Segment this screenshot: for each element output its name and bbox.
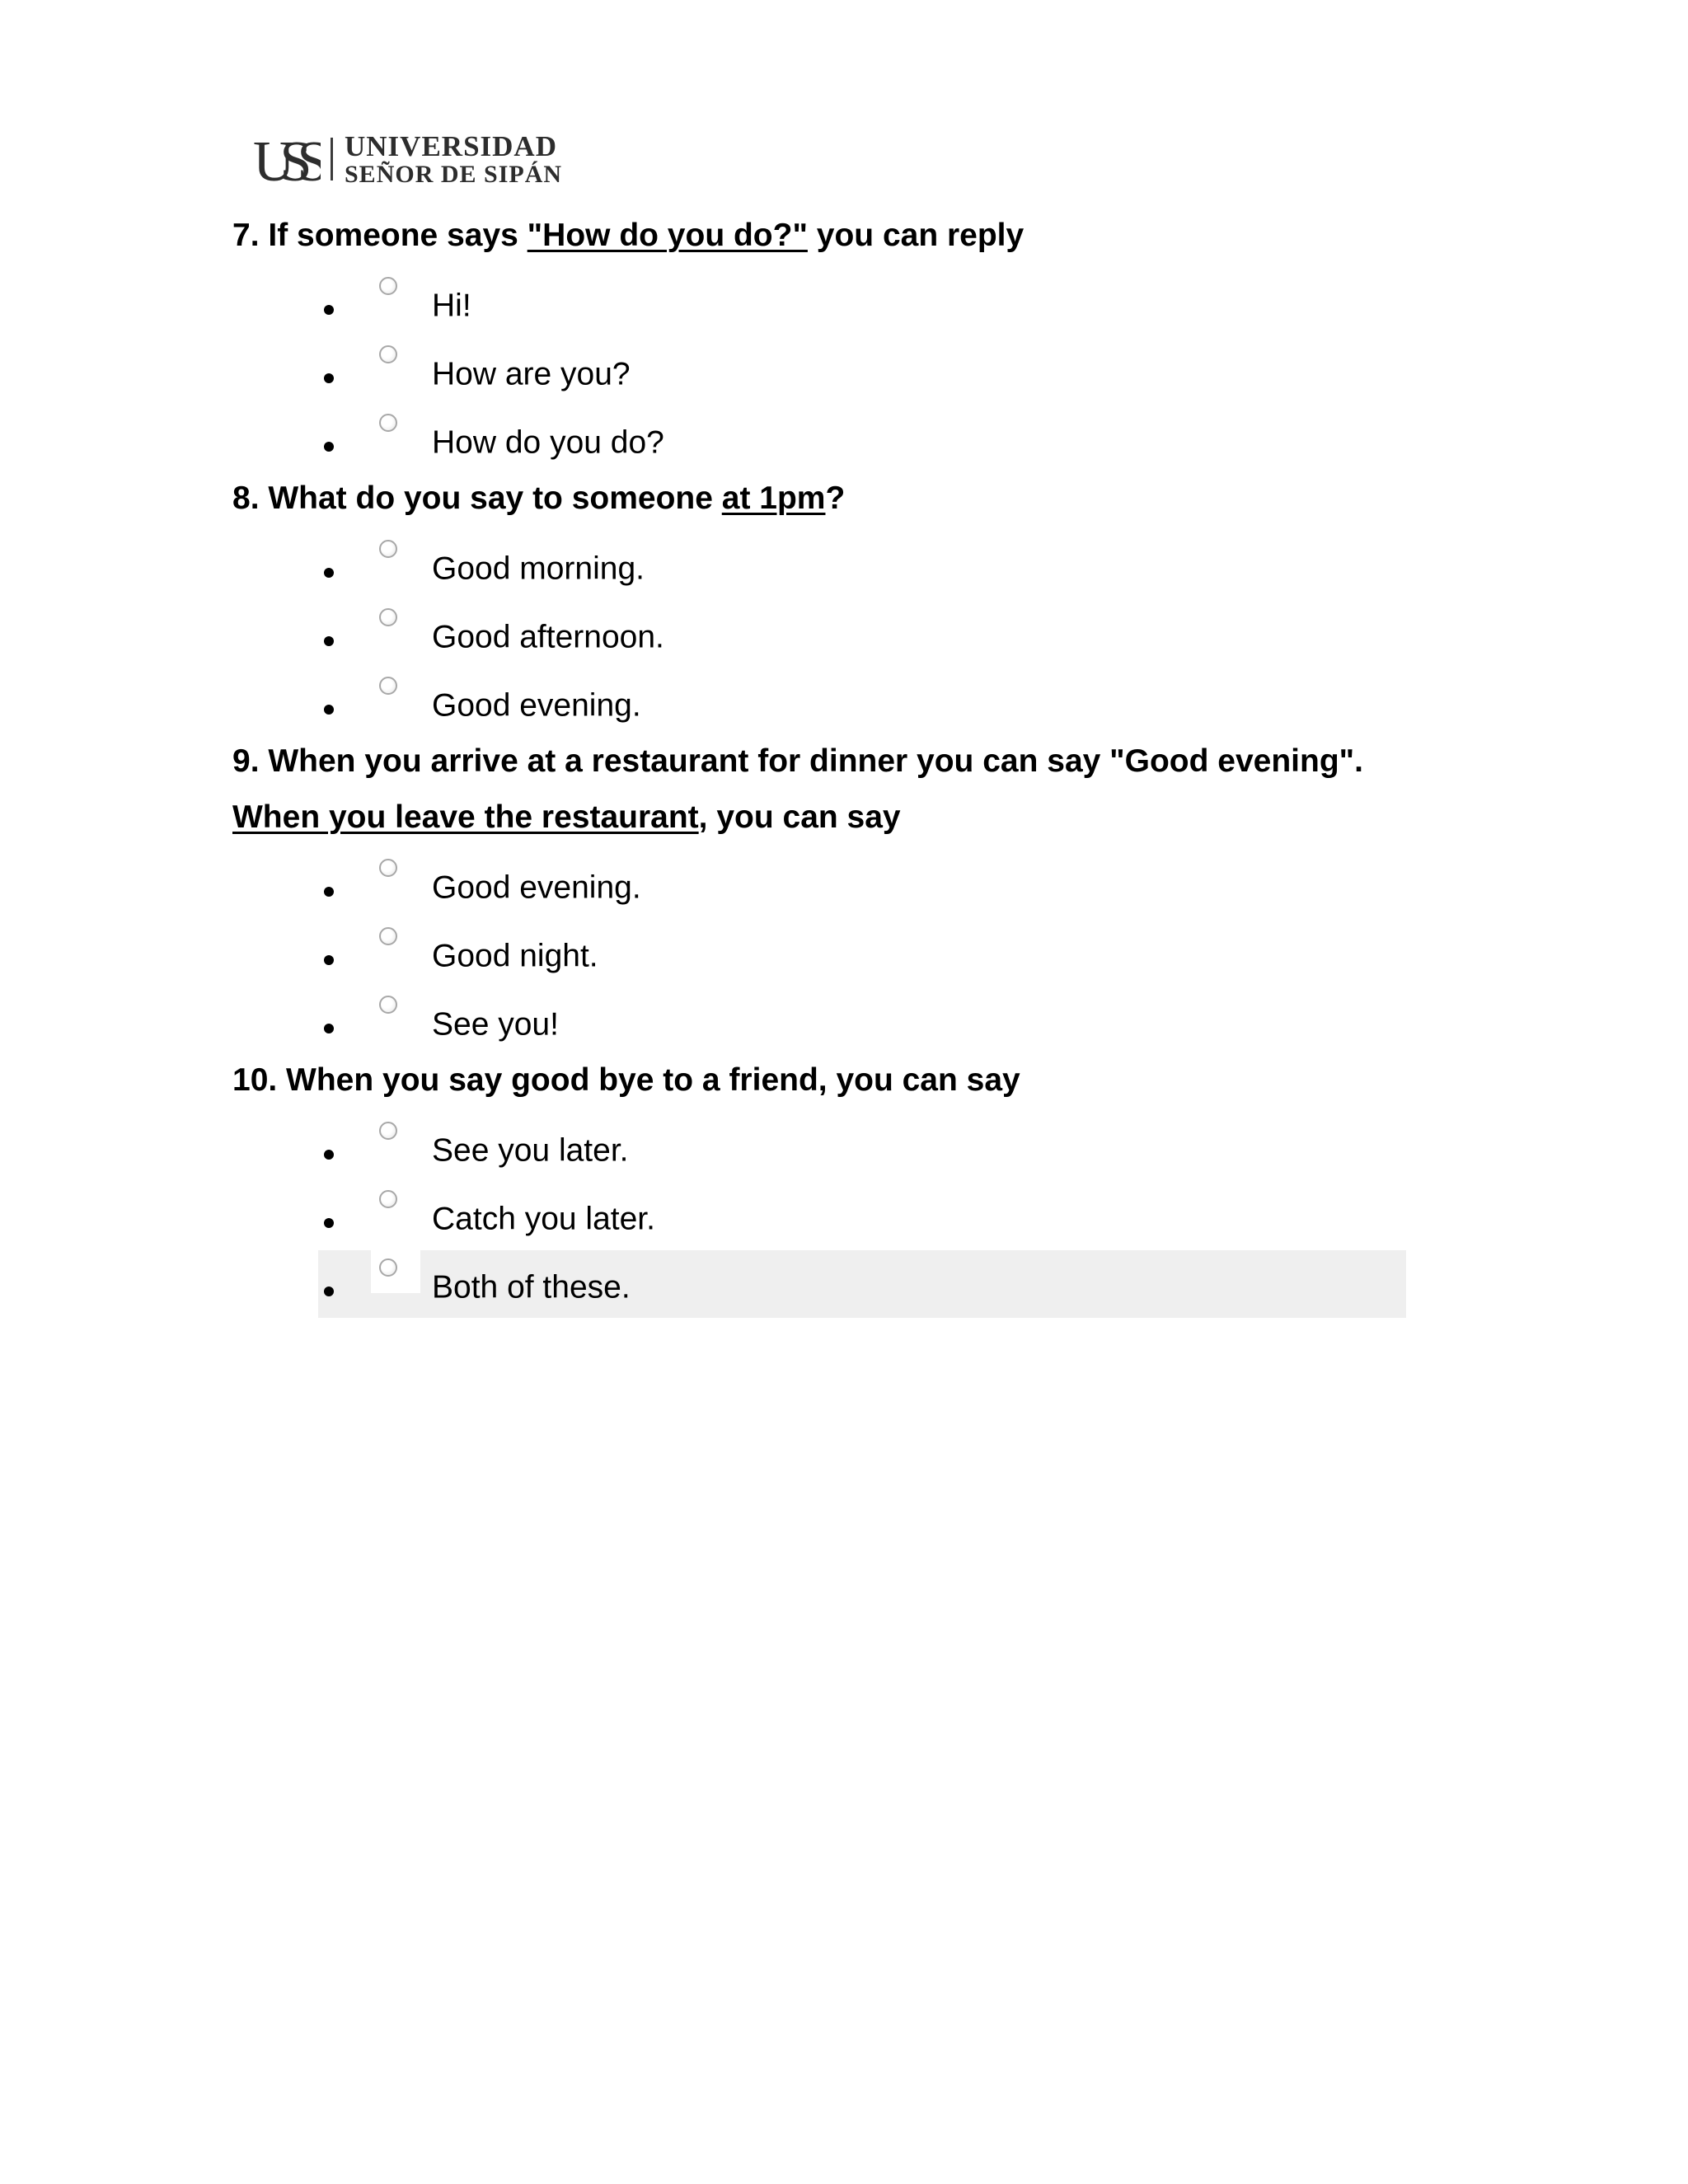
bullet — [324, 955, 334, 965]
option-label: Good afternoon. — [432, 619, 664, 655]
bullet — [324, 887, 334, 897]
option-label: Hi! — [432, 288, 471, 324]
radio-button[interactable] — [379, 1122, 397, 1140]
option-label: Good evening. — [432, 869, 641, 906]
logo-line2: SEÑOR DE SIPÁN — [345, 160, 563, 188]
option-7b[interactable] — [318, 337, 1406, 405]
university-logo — [251, 130, 562, 188]
option-10b[interactable] — [318, 1182, 1406, 1249]
radio-button[interactable] — [379, 996, 397, 1014]
question-7-emphasis: "How do you do?" — [527, 218, 808, 253]
option-8a[interactable] — [318, 532, 1406, 599]
option-9a[interactable] — [318, 851, 1406, 918]
radio-button[interactable] — [379, 277, 397, 295]
bullet — [324, 442, 334, 452]
logo-divider — [331, 138, 333, 180]
option-8b[interactable] — [318, 600, 1406, 668]
option-10a[interactable] — [318, 1113, 1406, 1181]
logo-line1: UNIVERSIDAD — [345, 129, 557, 162]
option-9c[interactable] — [318, 987, 1406, 1055]
option-label: See you! — [432, 1006, 559, 1043]
bullet — [324, 1024, 334, 1033]
option-label: Both of these. — [432, 1269, 631, 1305]
option-label: How do you do? — [432, 424, 664, 461]
option-label: Good morning. — [432, 551, 645, 587]
radio-button[interactable] — [379, 927, 397, 945]
bullet — [324, 373, 334, 383]
radio-button[interactable] — [379, 1258, 397, 1277]
option-10c[interactable] — [318, 1250, 1406, 1318]
uss-logo-mark-icon — [251, 131, 321, 187]
bullet — [324, 705, 334, 715]
radio-button[interactable] — [379, 677, 397, 695]
question-9-line1: 9. When you arrive at a restaurant for dinner you can say "Good evening". — [232, 743, 1363, 779]
option-7a[interactable] — [318, 269, 1406, 336]
radio-button[interactable] — [379, 608, 397, 626]
bullet — [324, 1286, 334, 1296]
bullet — [324, 305, 334, 315]
logo-text — [345, 129, 563, 188]
question-9-line2: When you leave the restaurant, you can say — [232, 799, 901, 835]
radio-button[interactable] — [379, 1190, 397, 1208]
radio-button[interactable] — [379, 414, 397, 432]
radio-button[interactable] — [379, 859, 397, 877]
question-8-emphasis: at 1pm — [721, 480, 826, 516]
svg-text:USS: USS — [253, 131, 315, 187]
question-7: 7. If someone says "How do you do?" you can reply — [232, 218, 1025, 253]
option-8c[interactable] — [318, 668, 1406, 736]
option-9b[interactable] — [318, 919, 1406, 987]
option-7c[interactable] — [318, 405, 1406, 473]
bullet — [324, 636, 334, 646]
option-label: How are you? — [432, 356, 631, 392]
question-10: 10. When you say good bye to a friend, you can say — [232, 1062, 1020, 1098]
bullet — [324, 568, 334, 578]
question-9-emphasis: When you leave the restaurant — [232, 799, 699, 835]
option-label: Good night. — [432, 938, 598, 974]
radio-button[interactable] — [379, 345, 397, 363]
option-label: Catch you later. — [432, 1201, 655, 1237]
radio-button[interactable] — [379, 540, 397, 558]
bullet — [324, 1218, 334, 1228]
option-label: See you later. — [432, 1132, 629, 1169]
question-8: 8. What do you say to someone at 1pm? — [232, 480, 846, 516]
bullet — [324, 1150, 334, 1160]
option-label: Good evening. — [432, 687, 641, 724]
